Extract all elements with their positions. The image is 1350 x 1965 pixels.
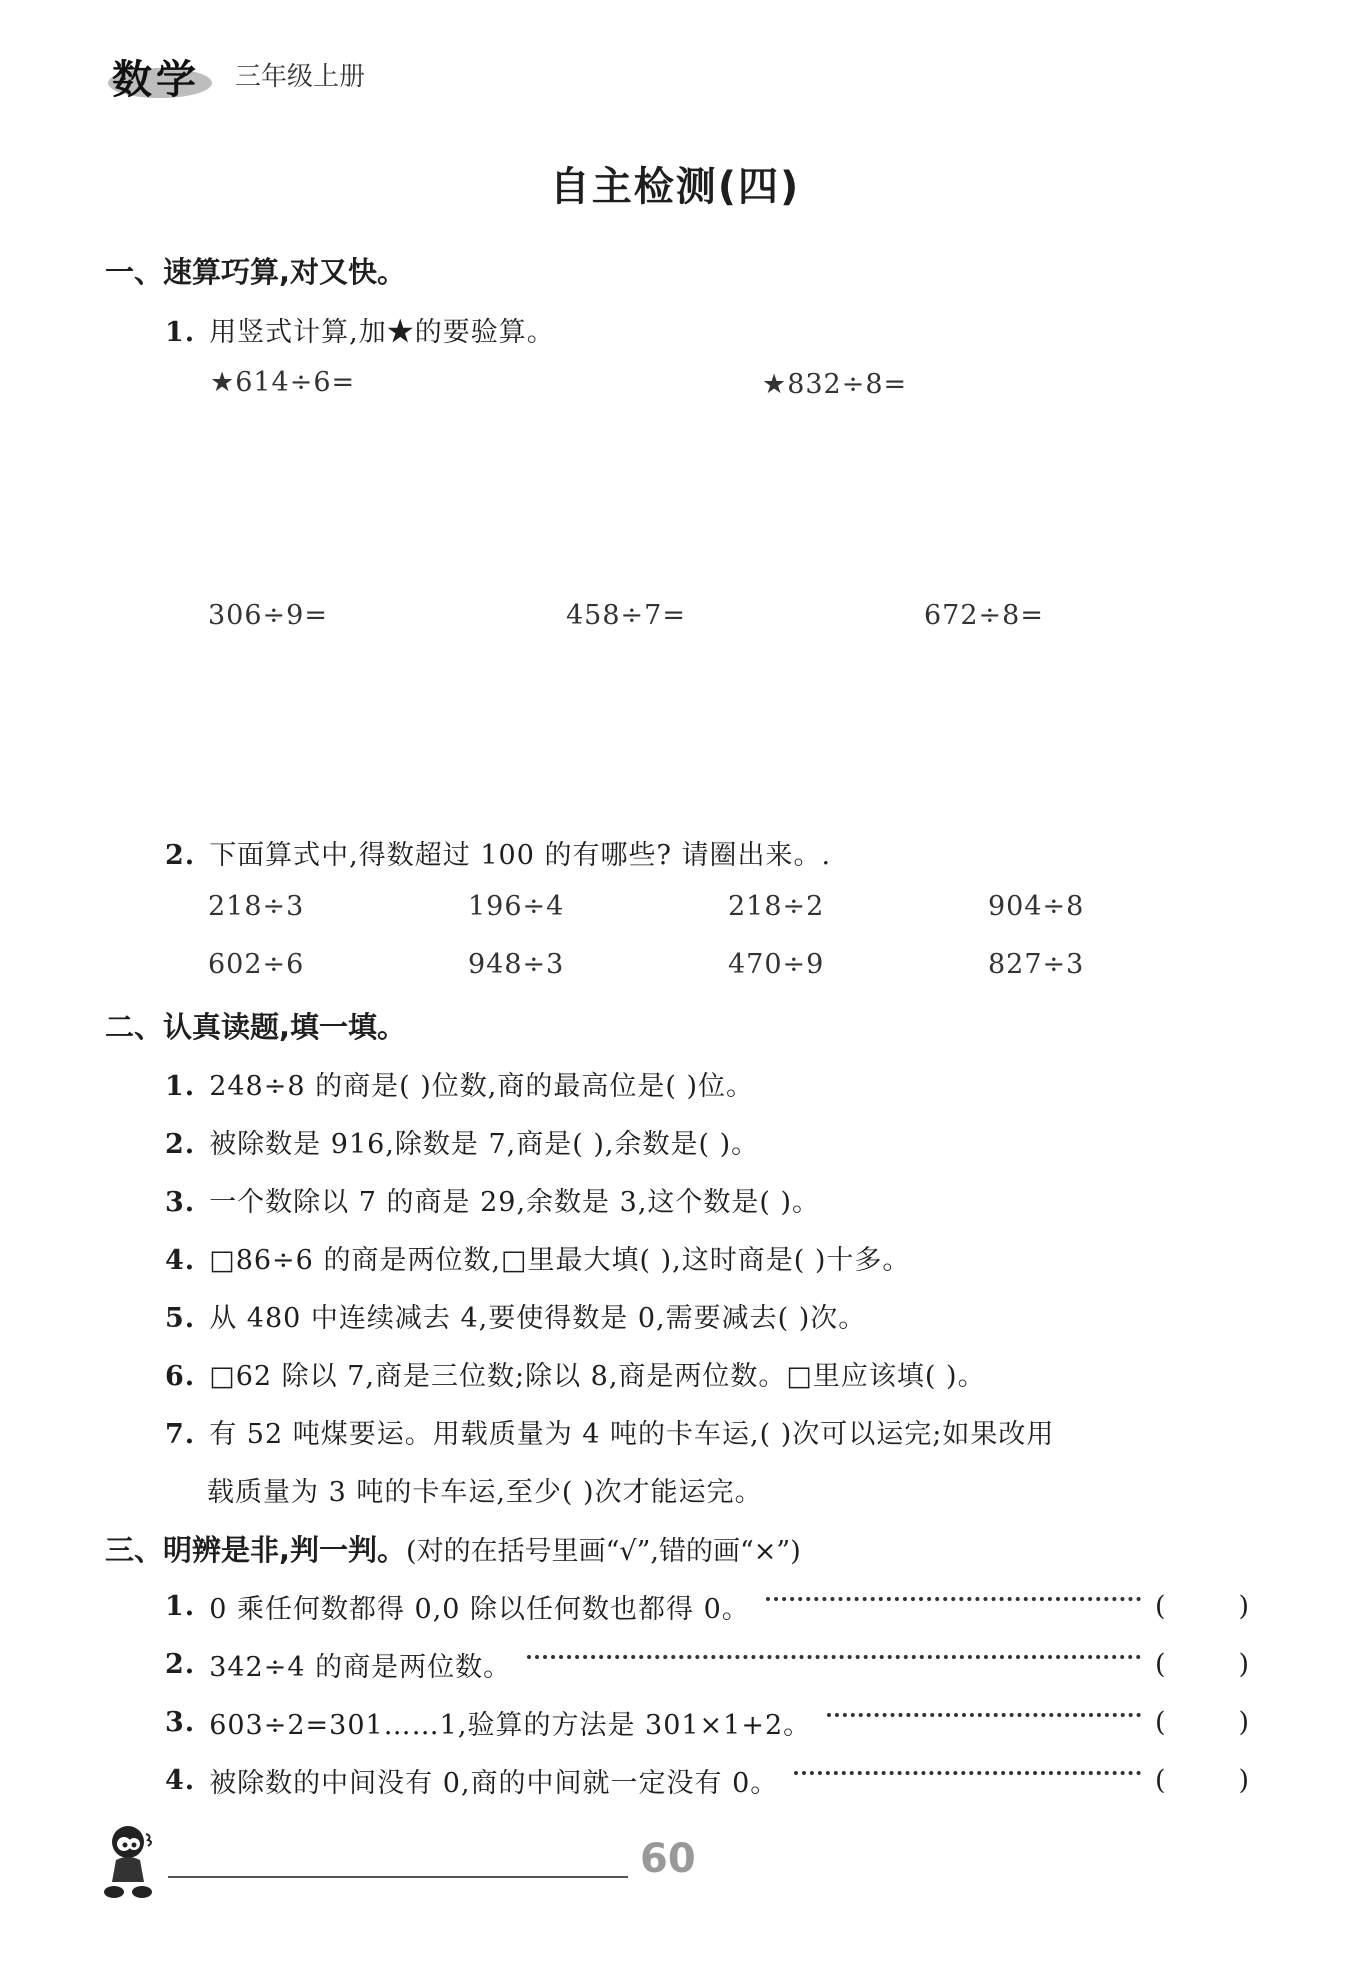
question-text: 0 乘任何数都得 0,0 除以任何数也都得 0。: [209, 1594, 750, 1625]
fill-item: [165, 1122, 759, 1161]
answer-bracket[interactable]: [1155, 1649, 1250, 1680]
question-text: 342÷4 的商是两位数。: [209, 1652, 512, 1683]
question-number: 4.: [165, 1765, 196, 1796]
mascot-icon: [98, 1820, 164, 1900]
question-text: 603÷2=301……1,验算的方法是 301×1+2。: [209, 1710, 812, 1741]
bracket-close: ): [1238, 1649, 1250, 1680]
expression: 458÷7=: [566, 600, 686, 631]
question-text: 有 52 吨煤要运。用载质量为 4 吨的卡车运,( )次可以运完;如果改用: [209, 1419, 1055, 1450]
expression: ★614÷6=: [210, 367, 356, 398]
subject-label: 数学: [112, 57, 200, 103]
page-number: 60: [640, 1836, 696, 1882]
section-3-heading: [105, 1528, 801, 1569]
question-number: 3.: [165, 1707, 196, 1738]
judge-item: [165, 1645, 1250, 1684]
bracket-close: ): [1238, 1707, 1250, 1738]
question-1-2: [165, 833, 831, 872]
expression: 827÷3: [988, 949, 1085, 980]
expression: 602÷6: [208, 949, 305, 980]
question-text: 用竖式计算,加★的要验算。: [209, 317, 555, 348]
question-text: 被除数是 916,除数是 7,商是( ),余数是( )。: [209, 1129, 760, 1160]
bracket-close: ): [1238, 1765, 1250, 1796]
question-text: □62 除以 7,商是三位数;除以 8,商是两位数。□里应该填( )。: [209, 1361, 986, 1392]
question-text: 被除数的中间没有 0,商的中间就一定没有 0。: [209, 1768, 779, 1799]
question-number: 1.: [165, 317, 196, 348]
question-number: 6.: [165, 1361, 196, 1392]
dot-leader: [527, 1655, 1141, 1659]
section-3-title: 三、明辨是非,判一判。: [105, 1533, 407, 1567]
fill-item: [165, 1412, 1054, 1451]
expression: 904÷8: [988, 891, 1085, 922]
section-2-heading: 二、认真读题,填一填。: [105, 1010, 407, 1044]
judge-item: [165, 1587, 1250, 1626]
question-number: 2.: [165, 840, 196, 871]
question-1-1: [165, 310, 555, 349]
question-number: 3.: [165, 1187, 196, 1218]
bracket-open: (: [1155, 1649, 1167, 1680]
question-text: □86÷6 的商是两位数,□里最大填( ),这时商是( )十多。: [209, 1245, 911, 1276]
section-3-instruction: (对的在括号里画“√”,错的画“×”): [406, 1536, 801, 1567]
question-text: 248÷8 的商是( )位数,商的最高位是( )位。: [209, 1071, 754, 1102]
question-text: 从 480 中连续减去 4,要使得数是 0,需要减去( )次。: [209, 1303, 867, 1334]
expression: 218÷3: [208, 891, 305, 922]
question-number: 4.: [165, 1245, 196, 1276]
answer-bracket[interactable]: [1155, 1707, 1250, 1738]
footer-rule: [168, 1876, 628, 1878]
expression: 470÷9: [728, 949, 825, 980]
question-number: 5.: [165, 1303, 196, 1334]
question-number: 2.: [165, 1129, 196, 1160]
judge-item: [165, 1703, 1250, 1742]
fill-item-continuation: 载质量为 3 吨的卡车运,至少( )次才能运完。: [207, 1477, 763, 1508]
judge-item: [165, 1761, 1250, 1800]
bracket-open: (: [1155, 1707, 1167, 1738]
question-number: 7.: [165, 1419, 196, 1450]
expression: 948÷3: [468, 949, 565, 980]
fill-item: [165, 1180, 820, 1219]
expression: 672÷8=: [924, 600, 1044, 631]
dot-leader: [766, 1597, 1141, 1601]
expression: ★832÷8=: [762, 369, 908, 400]
fill-item: [165, 1354, 986, 1393]
expression: 196÷4: [468, 891, 565, 922]
section-1-heading: 一、速算巧算,对又快。: [105, 255, 407, 289]
answer-bracket[interactable]: [1155, 1591, 1250, 1622]
page-title: 自主检测(四): [549, 164, 801, 210]
bracket-close: ): [1238, 1591, 1250, 1622]
fill-item: [165, 1296, 866, 1335]
answer-bracket[interactable]: [1155, 1765, 1250, 1796]
dot-leader: [827, 1713, 1141, 1717]
bracket-open: (: [1155, 1765, 1167, 1796]
dot-leader: [794, 1771, 1141, 1775]
fill-item: [165, 1238, 910, 1277]
expression: 218÷2: [728, 891, 825, 922]
grade-label: 三年级上册: [235, 62, 366, 92]
bracket-open: (: [1155, 1591, 1167, 1622]
question-number: 1.: [165, 1071, 196, 1102]
question-text: 下面算式中,得数超过 100 的有哪些? 请圈出来。.: [209, 840, 832, 871]
question-number: 2.: [165, 1649, 196, 1680]
fill-item: [165, 1064, 754, 1103]
expression: 306÷9=: [208, 600, 328, 631]
question-text: 一个数除以 7 的商是 29,余数是 3,这个数是( )。: [209, 1187, 821, 1218]
question-number: 1.: [165, 1591, 196, 1622]
